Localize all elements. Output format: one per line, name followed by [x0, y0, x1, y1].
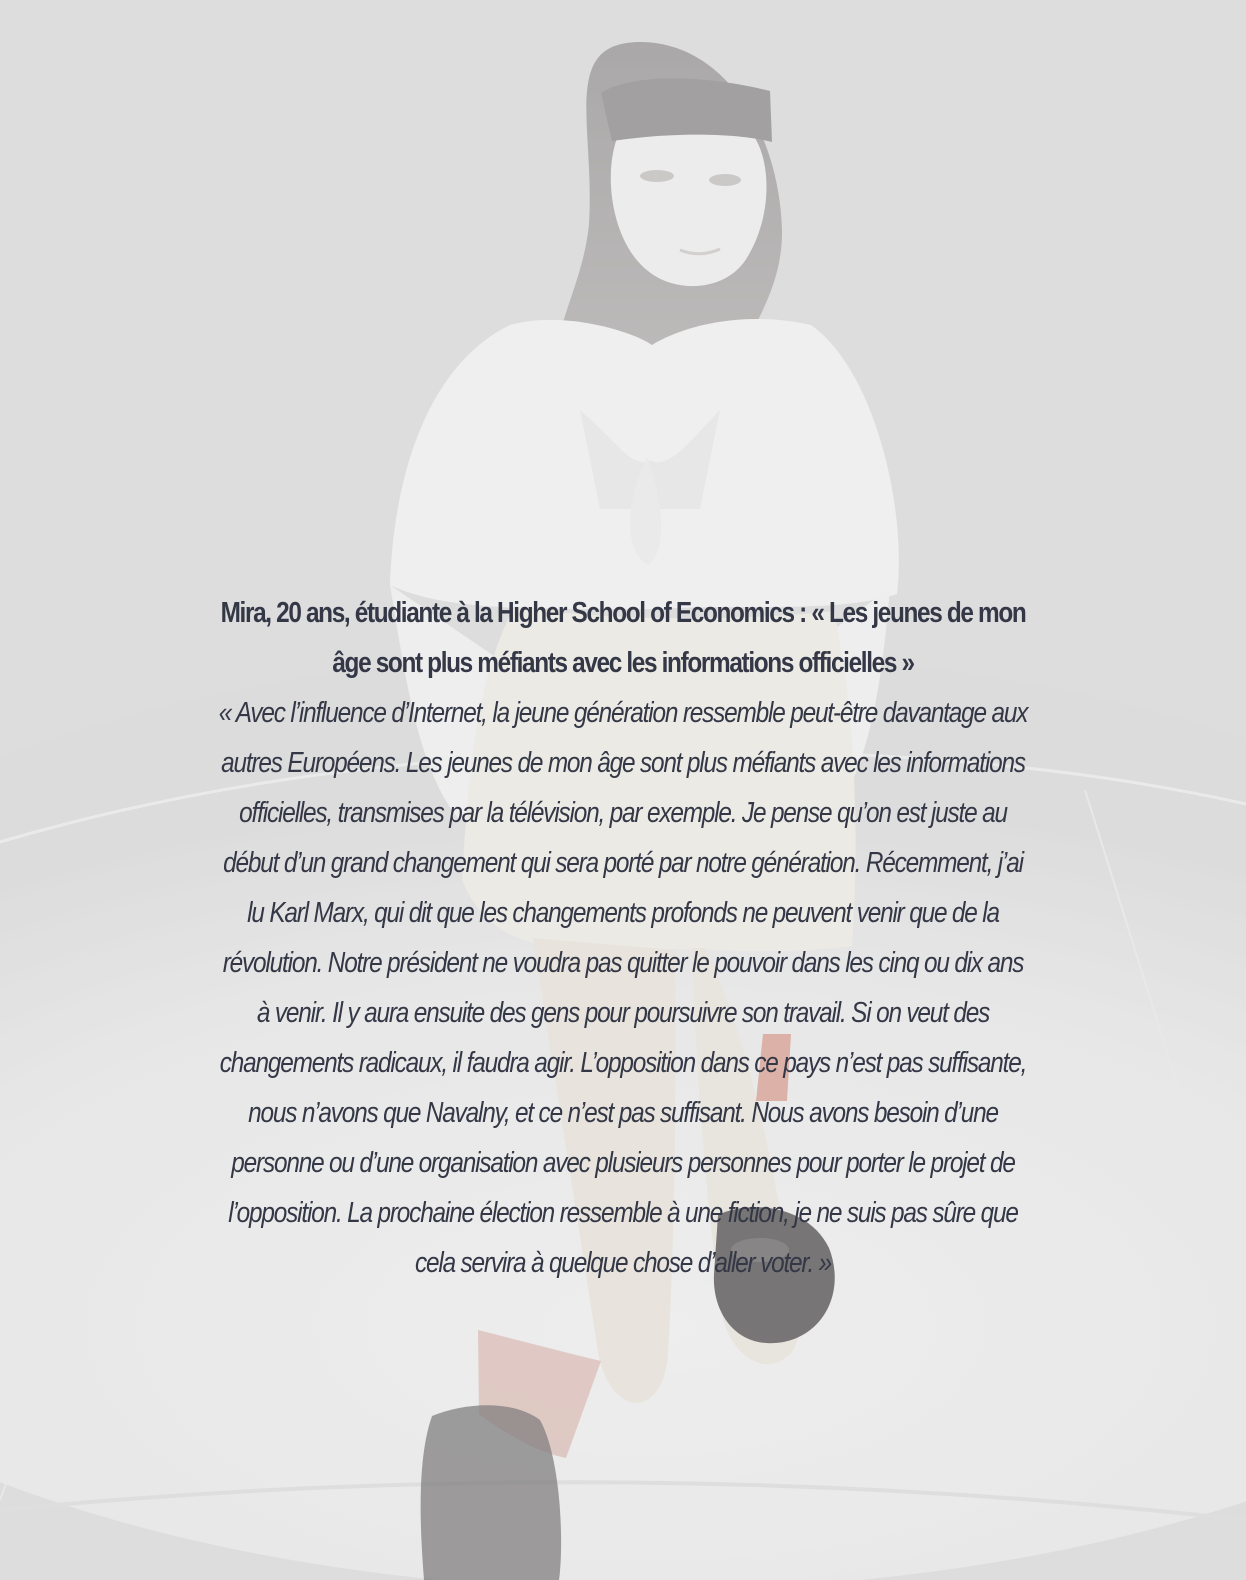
caption-title: Mira, 20 ans, étudiante à la Higher School of Economics : « Les jeunes de mon âge sont plus méfiants avec les informations officielles »	[220, 597, 1026, 679]
caption-quote: « Avec l’influence d’Internet, la jeune génération ressemble peut-être davantage aux autres Européens. Les jeunes de mon âge sont plus méfiants avec les informations officielles, transmises par la télévision, par exemple. Je pense qu’on est juste au début d’un grand changement qui sera porté par notre génération. Récemment, j’ai lu Karl Marx, qui dit que les changements profonds ne peuvent venir que de la révolution. Notre président ne voudra pas quitter le pouvoir dans les cinq ou dix ans à venir. Il y aura ensuite des gens pour poursuivre son travail. Si on veut des changements radicaux, il faudra agir. L’opposition dans ce pays n’est pas suffisante, nous n’avons que Navalny, et ce n’est pas suffisant. Nous avons besoin d’une personne ou d’une organisation avec plusieurs personnes pour porter le projet de l’opposition. La prochaine élection ressemble à une fiction, je ne suis pas sûre que cela servira à quelque chose d’aller voter. »	[218, 697, 1028, 1279]
caption-block	[140, 588, 1106, 1288]
